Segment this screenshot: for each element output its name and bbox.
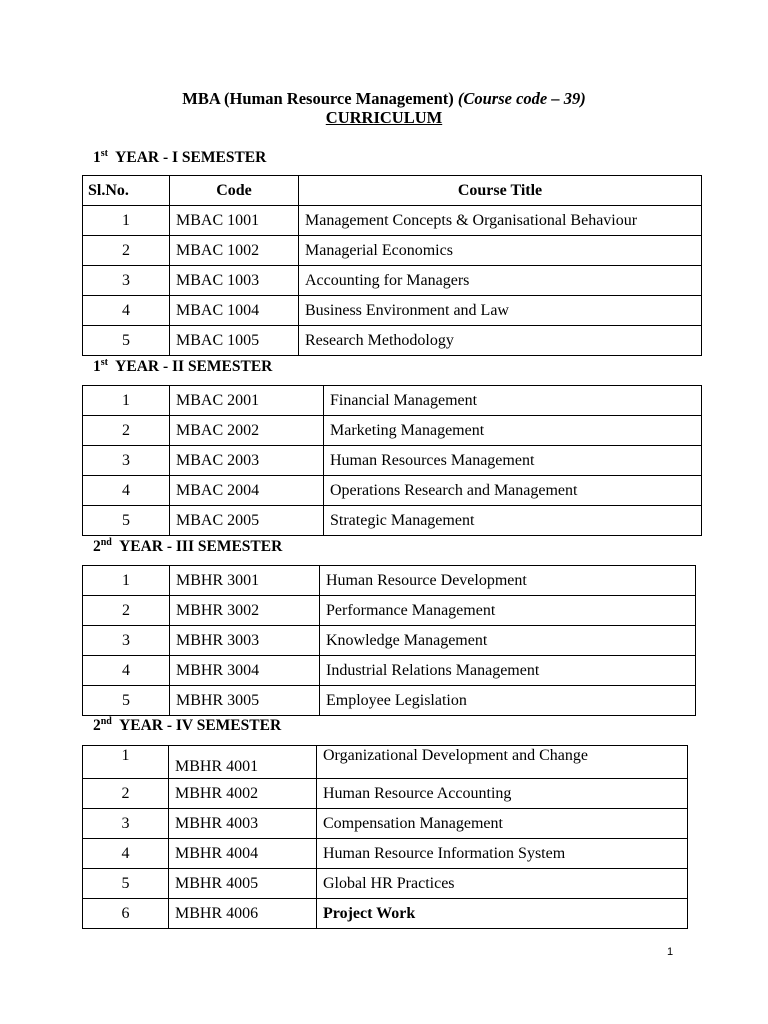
header-course-title: Course Title bbox=[299, 176, 702, 206]
document-title bbox=[0, 89, 768, 109]
table-row: 3 MBHR 3003 Knowledge Management bbox=[83, 626, 696, 656]
semester-2-table bbox=[82, 385, 702, 536]
table-row: 4 MBAC 1004 Business Environment and Law bbox=[83, 296, 702, 326]
title-course-code: (Course code – 39) bbox=[457, 89, 586, 108]
table-row: 3 MBAC 1003 Accounting for Managers bbox=[83, 266, 702, 296]
table-row: 5 MBHR 3005 Employee Legislation bbox=[83, 686, 696, 716]
curriculum-subtitle: CURRICULUM bbox=[325, 108, 443, 127]
semester-4-table bbox=[82, 745, 688, 929]
table-header-row bbox=[83, 176, 702, 206]
semester-heading: 1st YEAR - I SEMESTER bbox=[93, 148, 267, 166]
table-row: 5 MBAC 1005 Research Methodology bbox=[83, 326, 702, 356]
table-row: 5 MBAC 2005 Strategic Management bbox=[83, 506, 702, 536]
table-row: 2 MBHR 4002 Human Resource Accounting bbox=[83, 779, 688, 809]
header-slno: Sl.No. bbox=[83, 176, 170, 206]
semester-3-table bbox=[82, 565, 696, 716]
table-row: 1 MBHR 4001 Organizational Development and Change bbox=[83, 746, 688, 779]
table-row: 1 MBHR 3001 Human Resource Development bbox=[83, 566, 696, 596]
table-row: 1 MBAC 1001 Management Concepts & Organisational Behaviour bbox=[83, 206, 702, 236]
table-row: 4 MBAC 2004 Operations Research and Management bbox=[83, 476, 702, 506]
table-row: 1 MBAC 2001 Financial Management bbox=[83, 386, 702, 416]
semester-heading: 2nd YEAR - III SEMESTER bbox=[93, 537, 283, 555]
semester-1-table bbox=[82, 175, 702, 356]
table-row: 4 MBHR 3004 Industrial Relations Management bbox=[83, 656, 696, 686]
title-main: MBA (Human Resource Management) bbox=[182, 89, 454, 108]
table-row: 2 MBHR 3002 Performance Management bbox=[83, 596, 696, 626]
page-number: 1 bbox=[667, 946, 674, 958]
table-row: 6 MBHR 4006 Project Work bbox=[83, 899, 688, 929]
table-row: 3 MBAC 2003 Human Resources Management bbox=[83, 446, 702, 476]
table-row: 4 MBHR 4004 Human Resource Information System bbox=[83, 839, 688, 869]
table-row: 2 MBAC 1002 Managerial Economics bbox=[83, 236, 702, 266]
header-code: Code bbox=[170, 176, 299, 206]
table-row: 2 MBAC 2002 Marketing Management bbox=[83, 416, 702, 446]
semester-heading: 2nd YEAR - IV SEMESTER bbox=[93, 716, 282, 734]
table-row: 5 MBHR 4005 Global HR Practices bbox=[83, 869, 688, 899]
semester-heading: 1st YEAR - II SEMESTER bbox=[93, 357, 273, 375]
table-row: 3 MBHR 4003 Compensation Management bbox=[83, 809, 688, 839]
